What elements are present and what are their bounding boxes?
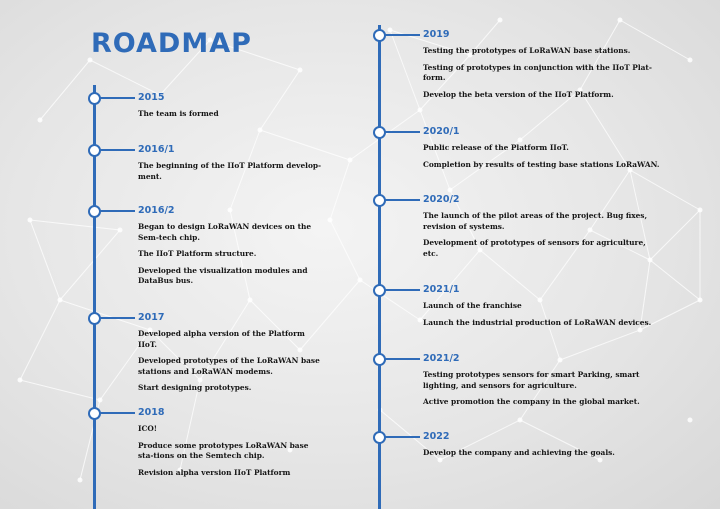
- milestone-year: 2016/1: [138, 144, 175, 155]
- milestone-items: [138, 222, 323, 293]
- milestone-item: Testing of prototypes in conjunction with the IIoT Plat-form.: [423, 62, 652, 82]
- milestone-year: 2022: [423, 431, 450, 442]
- milestone-item: Development of prototypes of sensors for agriculture, etc.: [423, 238, 646, 258]
- milestone-item: Launch the industrial production of LoRaWAN devices.: [423, 317, 652, 327]
- milestone-item: The team is formed: [138, 109, 219, 118]
- milestone-year: 2020/1: [423, 126, 460, 137]
- milestone-items: [138, 424, 323, 484]
- milestone-item: Active promotion the company in the global market.: [423, 397, 640, 406]
- timeline-right: [360, 0, 720, 509]
- milestone-item: Revision alpha version IIoT Platform: [138, 467, 291, 477]
- timeline-connector: [99, 149, 135, 151]
- milestone-year: 2016/2: [138, 205, 175, 216]
- milestone-item: Start designing prototypes.: [138, 383, 252, 392]
- milestone-items: [423, 301, 663, 334]
- milestone-item: The beginning of the IIoT Platform develop-ment.: [138, 161, 322, 181]
- milestone-item: Testing prototypes sensors for smart Parking, smart lighting, and sensors for agriculture.: [423, 370, 640, 390]
- timeline-connector: [384, 358, 420, 360]
- milestone-item: Develop the company and achieving the goals.: [423, 448, 615, 457]
- timeline-connector: [384, 131, 420, 133]
- milestone-items: [138, 161, 323, 188]
- milestone-item: The launch of the pilot areas of the project. Bug fixes, revision of systems.: [423, 211, 648, 231]
- timeline-connector: [384, 34, 420, 36]
- milestone-year: 2017: [138, 312, 165, 323]
- timeline-connector: [384, 436, 420, 438]
- timeline-connector: [384, 289, 420, 291]
- milestone-items: [423, 448, 663, 465]
- timeline-connector: [99, 97, 135, 99]
- milestone-item: Develop the beta version of the IIoT Platform.: [423, 89, 614, 99]
- milestone-items: [138, 109, 323, 126]
- milestone-item: Testing the prototypes of LoRaWAN base stations.: [423, 46, 631, 55]
- milestone-item: Developed alpha version of the Platform IIoT.: [138, 329, 305, 349]
- milestone-item: Developed the visualization modules and DataBus bus.: [138, 265, 308, 285]
- page-title: ROADMAP: [91, 28, 252, 59]
- milestone-year: 2015: [138, 92, 165, 103]
- milestone-items: [138, 329, 323, 400]
- milestone-item: Began to design LoRaWAN devices on the Sem-tech chip.: [138, 222, 312, 242]
- milestone-items: [423, 143, 663, 176]
- milestone-item: ICO!: [138, 424, 158, 433]
- milestone-items: [423, 46, 663, 106]
- timeline-connector: [99, 317, 135, 319]
- milestone-year: 2020/2: [423, 194, 460, 205]
- milestone-items: [423, 211, 663, 265]
- milestone-item: The IIoT Platform structure.: [138, 249, 257, 258]
- milestone-item: Launch of the franchise: [423, 301, 522, 310]
- milestone-item: Produce some prototypes LoRaWAN base sta-tions on the Semtech chip.: [138, 440, 309, 460]
- timeline-connector: [99, 412, 135, 414]
- milestone-item: Developed prototypes of the LoRaWAN base stations and LoRaWAN modems.: [138, 356, 320, 376]
- milestone-item: Public release of the Platform IIoT.: [423, 143, 569, 152]
- milestone-year: 2021/1: [423, 284, 460, 295]
- milestone-item: Completion by results of testing base stations LoRaWAN.: [423, 159, 660, 169]
- milestone-items: [423, 370, 663, 414]
- timeline-connector: [99, 210, 135, 212]
- milestone-year: 2019: [423, 29, 450, 40]
- milestone-year: 2018: [138, 407, 165, 418]
- timeline-connector: [384, 199, 420, 201]
- milestone-year: 2021/2: [423, 353, 460, 364]
